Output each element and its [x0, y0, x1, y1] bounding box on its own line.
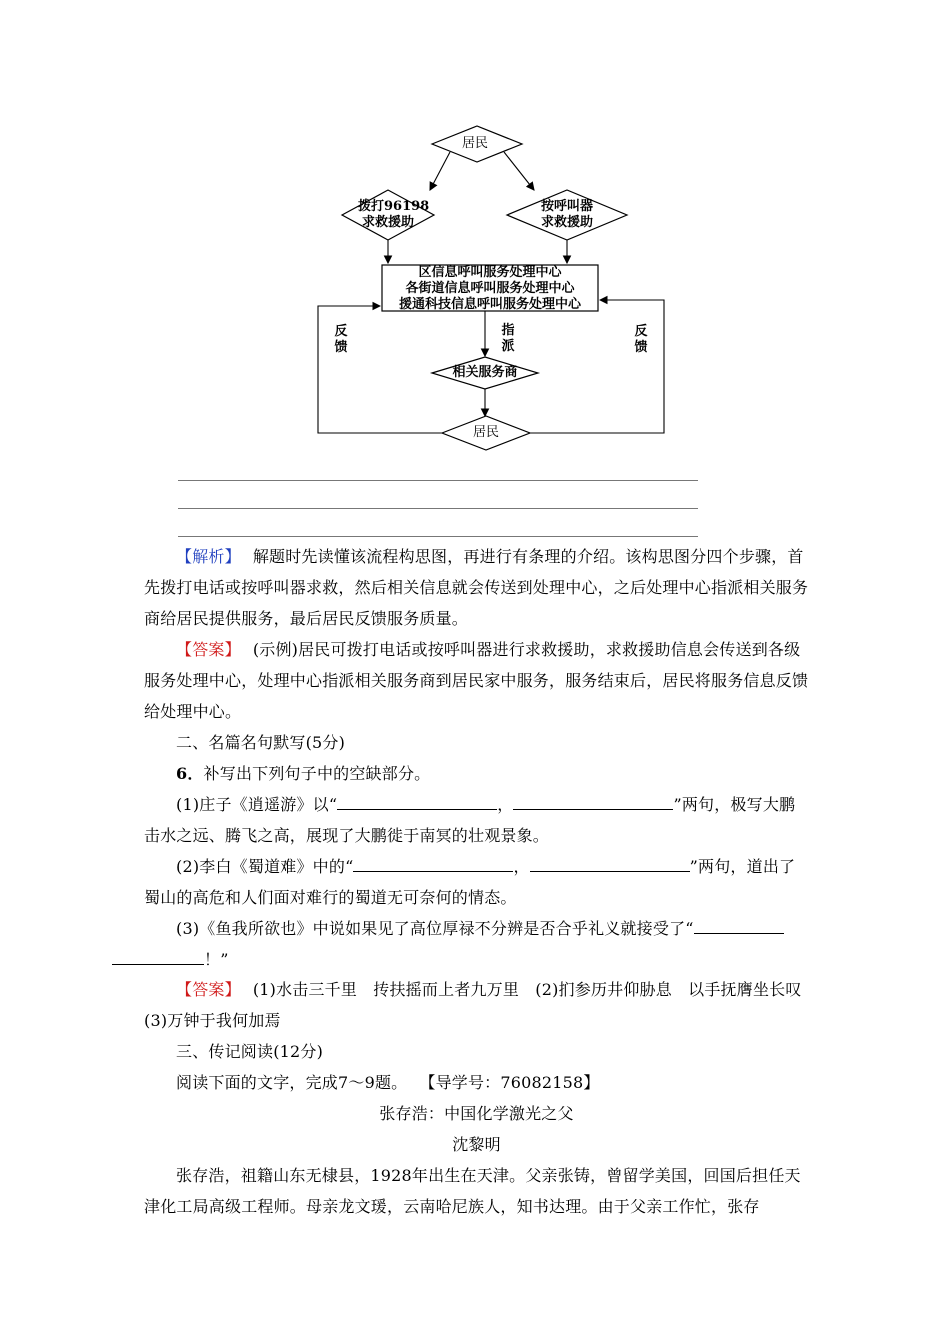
q6-stem-text: 补写出下列句子中的空缺部分。: [203, 764, 431, 783]
flowchart: [300, 118, 700, 468]
left-decision-line-1: 拨打96198: [358, 199, 430, 214]
blank-3-2[interactable]: [112, 946, 204, 965]
blank-1-1[interactable]: [337, 791, 497, 810]
center-box-line-1: 区信息呼叫服务处理中心: [418, 265, 562, 280]
q6-item1: [144, 789, 809, 851]
blank-2-2[interactable]: [530, 853, 690, 872]
center-box-label: [382, 265, 598, 313]
answer5-tag: 【答案】: [176, 640, 241, 659]
guide-number: 【导学号：76082158】: [419, 1073, 600, 1092]
answer5-paragraph: [144, 634, 809, 727]
reading-title: 张存浩：中国化学激光之父: [379, 1104, 574, 1123]
section3-heading: 三、传记阅读(12分): [176, 1042, 324, 1061]
left-decision-line-2: 求救援助: [361, 215, 414, 230]
answer-line-3: [178, 536, 698, 537]
right-feedback-label: 反馈: [634, 324, 648, 355]
center-box-line-3: 援通科技信息呼叫服务处理中心: [398, 297, 581, 312]
answer-line-2: [178, 508, 698, 509]
q6-item1-lead: (1)庄子《逍遥游》以“: [176, 795, 338, 814]
q6-stem: [144, 758, 809, 789]
right-decision-label: [537, 199, 597, 231]
analysis-paragraph: [144, 541, 809, 634]
q6-item2: [144, 851, 809, 913]
arrow-to-right-decision: [504, 152, 534, 190]
q6-item3-lead: (3)《鱼我所欲也》中说如果见了高位厚禄不分辨是否合乎礼义就接受了“: [176, 919, 694, 938]
answer6-tag: 【答案】: [176, 980, 241, 999]
blank-2-1[interactable]: [353, 853, 513, 872]
provider-node-label: 相关服务商: [452, 365, 518, 380]
q6-item3: [144, 913, 809, 975]
arrow-to-left-decision: [430, 152, 450, 190]
q6-number: 6．: [176, 764, 204, 783]
reading-author: 沈黎明: [452, 1135, 501, 1154]
reading-instruction-text: 阅读下面的文字，完成7～9题。: [176, 1073, 408, 1092]
right-decision-line-1: 按呼叫器: [540, 199, 593, 214]
answer-line-1: [178, 480, 698, 481]
left-feedback-label: 反馈: [334, 324, 348, 355]
reading-instruction: [144, 1067, 809, 1098]
center-box-line-2: 各街道信息呼叫服务处理中心: [405, 281, 575, 296]
q6-item1-tail: ”两句，极写大鹏击水之远、腾飞之高，展现了大鹏徙于南冥的壮观景象。: [144, 795, 796, 845]
blank-3-1[interactable]: [694, 915, 784, 934]
answer5-text: (示例)居民可拨打电话或按呼叫器进行求救援助，求救援助信息会传送到各级服务处理中心，处理中心指派相关服务商到居民家中服务，服务结束后，居民将服务信息反馈给处理中心。: [144, 640, 809, 721]
answer6-text: (1)水击三千里 抟扶摇而上者九万里 (2)扪参历井仰胁息 以手抚膺坐长叹 (3)万钟于我何加焉: [144, 980, 818, 1030]
right-feedback-line: [530, 300, 664, 433]
q6-item2-tail: ”两句，道出了蜀山的高危和人们面对难行的蜀道无可奈何的情态。: [144, 857, 796, 907]
answer6-paragraph: [144, 974, 818, 1036]
right-decision-line-2: 求救援助: [540, 215, 593, 230]
blank-1-2[interactable]: [513, 791, 673, 810]
top-node-label: 居民: [462, 136, 489, 151]
q6-item3-tail: ！”: [204, 950, 229, 969]
analysis-tag: 【解析】: [176, 547, 241, 566]
reading-paragraph-1: 张存浩，祖籍山东无棣县，1928年出生在天津。父亲张铸，曾留学美国，回国后担任天津化工局高级工程师。母亲龙文瑗，云南哈尼族人，知书达理。由于父亲工作忙，张存: [144, 1166, 801, 1216]
analysis-text: 解题时先读懂该流程构思图，再进行有条理的介绍。该构思图分四个步骤，首先拨打电话或按呼叫器求救，然后相关信息就会传送到处理中心，之后处理中心指派相关服务商给居民提供服务，最后居民反馈服务质量。: [144, 547, 809, 628]
left-decision-label: [358, 199, 430, 231]
q6-item2-lead: (2)李白《蜀道难》中的“: [176, 857, 354, 876]
q6-item2-comma: ，: [513, 857, 530, 876]
q6-item1-comma: ，: [497, 795, 514, 814]
dispatch-label: 指派: [501, 323, 515, 354]
section2-heading: 二、名篇名句默写(5分): [176, 733, 346, 752]
bottom-node-label: 居民: [472, 425, 499, 440]
